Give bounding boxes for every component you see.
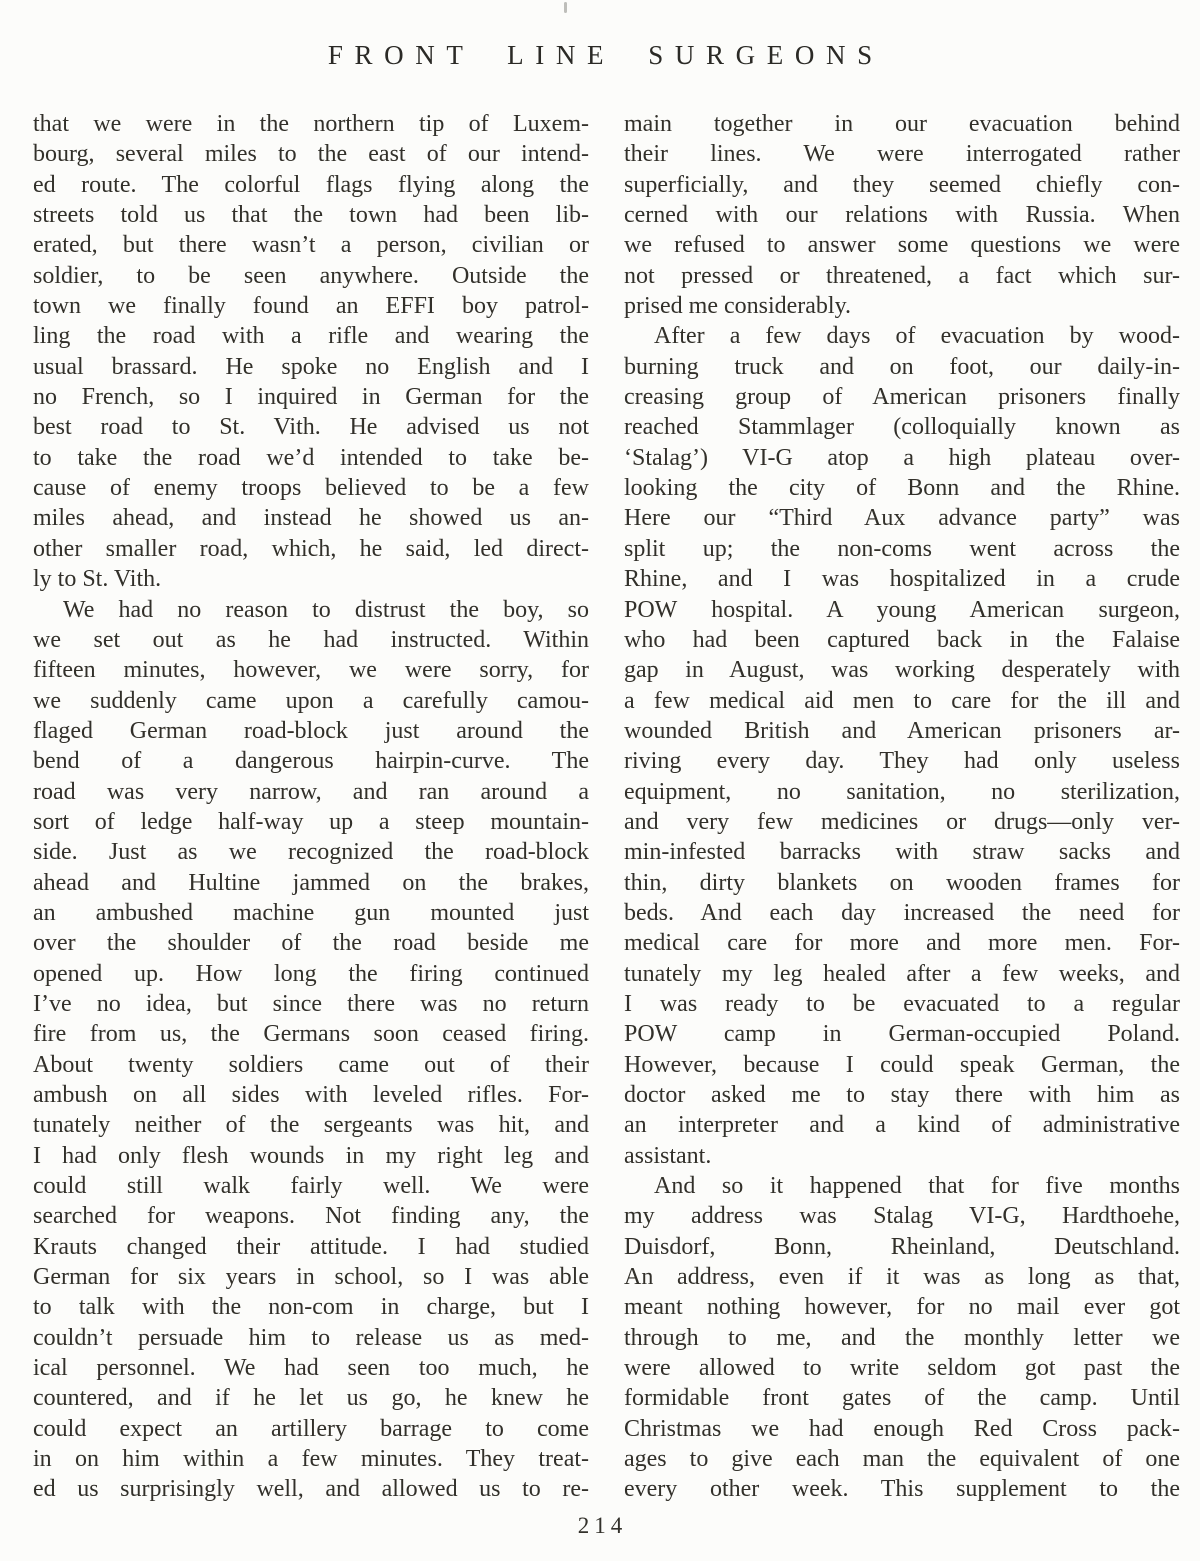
text-line: ed us surprisingly well, and allowed us to re- bbox=[33, 1476, 589, 1503]
text-column-right bbox=[624, 109, 1180, 1505]
text-line: opened up. How long the firing continued bbox=[33, 960, 589, 987]
text-line: that we were in the northern tip of Luxem- bbox=[33, 111, 589, 137]
text-line: town we finally found an EFFI boy patrol- bbox=[33, 293, 589, 320]
text-line: soldier, to be seen anywhere. Outside the bbox=[33, 262, 589, 289]
page-number: 214 bbox=[577, 1513, 628, 1538]
text-line: formidable front gates of the camp. Until bbox=[624, 1385, 1180, 1412]
text-line: After a few days of evacuation by wood- bbox=[654, 323, 1180, 350]
text-line: in on him within a few minutes. They treat- bbox=[33, 1446, 589, 1473]
text-line: could expect an artillery barrage to come bbox=[33, 1415, 589, 1442]
text-line: looking the city of Bonn and the Rhine. bbox=[624, 475, 1180, 502]
text-line: my address was Stalag VI-G, Hardthoehe, bbox=[624, 1203, 1180, 1230]
text-line: sort of ledge half-way up a steep mountain- bbox=[33, 808, 589, 835]
text-line: wounded British and American prisoners ar- bbox=[624, 717, 1180, 744]
text-line: German for six years in school, so I was able bbox=[33, 1264, 589, 1291]
text-line: countered, and if he let us go, he knew he bbox=[33, 1385, 589, 1412]
text-line: usual brassard. He spoke no English and I bbox=[33, 353, 589, 380]
text-line: gap in August, was working desperately with bbox=[624, 657, 1180, 684]
text-line: Krauts changed their attitude. I had studied bbox=[33, 1233, 589, 1260]
text-line: cause of enemy troops believed to be a few bbox=[33, 475, 589, 502]
text-line: tunately my leg healed after a few weeks, and bbox=[624, 960, 1180, 987]
text-line: Rhine, and I was hospitalized in a crude bbox=[624, 566, 1180, 593]
text-line: no French, so I inquired in German for the bbox=[33, 384, 589, 411]
text-line: best road to St. Vith. He advised us not bbox=[33, 414, 589, 441]
text-line: ahead and Hultine jammed on the brakes, bbox=[33, 869, 589, 896]
text-line: beds. And each day increased the need for bbox=[624, 899, 1180, 926]
text-line: doctor asked me to stay there with him as bbox=[624, 1082, 1180, 1108]
text-line: min-infested barracks with straw sacks and bbox=[624, 839, 1180, 866]
text-line: About twenty soldiers came out of their bbox=[33, 1051, 589, 1078]
text-line: were allowed to write seldom got past the bbox=[624, 1355, 1180, 1382]
text-line: An address, even if it was as long as that, bbox=[624, 1264, 1180, 1291]
text-line: miles ahead, and instead he showed us an- bbox=[33, 505, 589, 532]
text-line: reached Stammlager (colloquially known as bbox=[624, 414, 1180, 441]
text-line: we suddenly came upon a carefully camou- bbox=[33, 687, 589, 714]
scan-artifact bbox=[564, 2, 567, 13]
text-line: we refused to answer some questions we were bbox=[624, 232, 1180, 259]
text-line: a few medical aid men to care for the ill and bbox=[624, 687, 1180, 714]
text-line: could still walk fairly well. We were bbox=[33, 1173, 589, 1200]
text-line: ling the road with a rifle and wearing the bbox=[33, 323, 589, 350]
text-line: I’ve no idea, but since there was no return bbox=[33, 990, 589, 1017]
text-line: POW hospital. A young American surgeon, bbox=[624, 596, 1180, 623]
text-line: creasing group of American prisoners finally bbox=[624, 384, 1180, 411]
text-line: ambush on all sides with leveled rifles. For- bbox=[33, 1082, 589, 1108]
text-line: tunately neither of the sergeants was hit, and bbox=[33, 1112, 589, 1139]
text-line: riving every day. They had only useless bbox=[624, 748, 1180, 775]
text-columns bbox=[33, 109, 1180, 1505]
text-line: other smaller road, which, he said, led direct- bbox=[33, 535, 589, 562]
text-line: and very few medicines or drugs—only ver- bbox=[624, 808, 1180, 835]
text-line: I had only flesh wounds in my right leg and bbox=[33, 1142, 589, 1169]
text-line: fire from us, the Germans soon ceased firing. bbox=[33, 1021, 589, 1048]
text-line: their lines. We were interrogated rather bbox=[624, 141, 1180, 168]
text-line: However, because I could speak German, the bbox=[624, 1051, 1180, 1078]
text-line: flaged German road-block just around the bbox=[33, 717, 589, 744]
text-line: ‘Stalag’) VI-G atop a high plateau over- bbox=[624, 444, 1180, 471]
text-line: ed route. The colorful flags flying along the bbox=[33, 171, 589, 198]
text-line: POW camp in German-occupied Poland. bbox=[624, 1021, 1180, 1048]
text-line: medical care for more and more men. For- bbox=[624, 930, 1180, 957]
text-line: road was very narrow, and ran around a bbox=[33, 778, 589, 805]
text-line: equipment, no sanitation, no sterilization, bbox=[624, 778, 1180, 805]
text-line: over the shoulder of the road beside me bbox=[33, 930, 589, 957]
text-line: fifteen minutes, however, we were sorry, for bbox=[33, 657, 589, 684]
text-line: who had been captured back in the Falaise bbox=[624, 626, 1180, 653]
text-line: erated, but there wasn’t a person, civilian or bbox=[33, 232, 589, 259]
text-line: split up; the non-coms went across the bbox=[624, 535, 1180, 562]
text-line: bend of a dangerous hairpin-curve. The bbox=[33, 748, 589, 775]
text-line: to talk with the non-com in charge, but I bbox=[33, 1294, 589, 1321]
text-line: ical personnel. We had seen too much, he bbox=[33, 1355, 589, 1382]
text-line: I was ready to be evacuated to a regular bbox=[624, 990, 1180, 1017]
text-line: we set out as he had instructed. Within bbox=[33, 626, 589, 653]
text-line: side. Just as we recognized the road-block bbox=[33, 839, 589, 866]
text-line: assistant. bbox=[624, 1142, 712, 1169]
text-line: superficially, and they seemed chiefly con- bbox=[624, 171, 1180, 198]
text-line: every other week. This supplement to the bbox=[624, 1476, 1180, 1503]
text-line: thin, dirty blankets on wooden frames for bbox=[624, 869, 1180, 896]
text-line: prised me considerably. bbox=[624, 293, 852, 320]
text-line: bourg, several miles to the east of our intend- bbox=[33, 141, 589, 168]
running-head-title: FRONT LINE SURGEONS bbox=[327, 40, 884, 70]
text-line: not pressed or threatened, a fact which sur- bbox=[624, 262, 1180, 289]
text-line: searched for weapons. Not finding any, the bbox=[33, 1203, 589, 1230]
text-line: main together in our evacuation behind bbox=[624, 111, 1180, 137]
text-line: Christmas we had enough Red Cross pack- bbox=[624, 1415, 1180, 1442]
text-line: to take the road we’d intended to take be- bbox=[33, 444, 589, 471]
text-column-left bbox=[33, 109, 589, 1505]
text-line: an interpreter and a kind of administrative bbox=[624, 1112, 1180, 1139]
text-line: We had no reason to distrust the boy, so bbox=[63, 596, 589, 623]
text-line: burning truck and on foot, our daily-in- bbox=[624, 353, 1180, 380]
text-line: And so it happened that for five months bbox=[654, 1173, 1180, 1200]
text-line: Duisdorf, Bonn, Rheinland, Deutschland. bbox=[624, 1233, 1180, 1260]
text-line: ages to give each man the equivalent of one bbox=[624, 1446, 1180, 1473]
text-line: through to me, and the monthly letter we bbox=[624, 1324, 1180, 1351]
text-line: ly to St. Vith. bbox=[33, 566, 162, 593]
text-line: couldn’t persuade him to release us as med- bbox=[33, 1324, 589, 1351]
text-line: Here our “Third Aux advance party” was bbox=[624, 505, 1180, 532]
text-line: an ambushed machine gun mounted just bbox=[33, 899, 589, 926]
text-line: meant nothing however, for no mail ever got bbox=[624, 1294, 1180, 1321]
text-line: streets told us that the town had been lib- bbox=[33, 202, 589, 229]
text-line: cerned with our relations with Russia. When bbox=[624, 202, 1180, 229]
